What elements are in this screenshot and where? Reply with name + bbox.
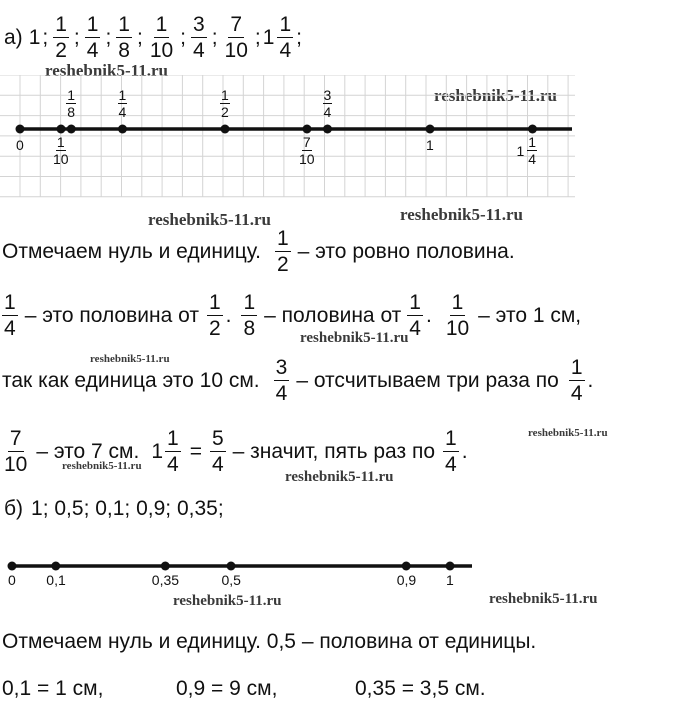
watermark: reshebnik5-11.ru xyxy=(173,593,282,609)
part-b-heading xyxy=(4,497,224,521)
watermark: reshebnik5-11.ru xyxy=(300,330,409,346)
axis-point xyxy=(51,562,60,571)
grid xyxy=(0,75,575,197)
axis-point xyxy=(16,125,25,134)
mixed-number: 1 $\frac{1}{4}$ xyxy=(151,427,179,476)
axis-point xyxy=(57,125,66,134)
fraction: $\frac{1}{10}$ xyxy=(53,134,69,167)
axis-point xyxy=(161,562,170,571)
part-b-label: б) xyxy=(4,497,24,520)
separator: ; xyxy=(180,25,187,49)
axis-label xyxy=(49,135,73,166)
fraction: $\frac{1}{2}$ xyxy=(221,87,229,120)
axis-label: 0,1 xyxy=(46,572,66,588)
fraction: $\frac{1}{10}$ xyxy=(445,291,470,340)
separator: ; xyxy=(105,25,112,49)
part-b-explanation-1: Отмечаем нуль и единицу. 0,5 – половина от единицы. xyxy=(2,630,537,653)
watermark: reshebnik5-11.ru xyxy=(528,427,608,439)
text: – это 7 см. xyxy=(36,439,140,463)
watermark: reshebnik5-11.ru xyxy=(434,86,557,105)
fraction: $\frac{7}{10}$ xyxy=(299,134,315,167)
fraction: $\frac{1}{8}$ xyxy=(118,13,130,62)
watermark: reshebnik5-11.ru xyxy=(400,205,523,224)
separator: ; xyxy=(211,25,218,49)
text: – это 1 см, xyxy=(478,303,582,327)
text: – это половина от xyxy=(24,303,199,327)
text: – это ровно половина. xyxy=(297,239,515,263)
separator: ; xyxy=(73,25,80,49)
fraction: $\frac{1}{4}$ xyxy=(445,427,457,476)
axis-point xyxy=(118,125,127,134)
fraction: $\frac{1}{4}$ xyxy=(118,87,127,120)
explanation-line-1 xyxy=(2,228,515,275)
axis-point xyxy=(221,125,230,134)
list-number: 1 xyxy=(28,25,41,49)
axis-label: 0,35 xyxy=(151,572,180,588)
axis-label: 1 xyxy=(426,137,434,153)
watermark: reshebnik5-11.ru xyxy=(45,61,168,80)
text: – половина от xyxy=(264,303,402,327)
axis-label: 1 $\frac{1}{4}$ xyxy=(516,134,537,167)
watermark: reshebnik5-11.ru xyxy=(90,353,170,365)
fraction: $\frac{1}{4}$ xyxy=(86,13,99,62)
fraction: $\frac{1}{4}$ xyxy=(409,291,421,340)
separator: ; xyxy=(42,25,49,49)
fraction: $\frac{1}{4}$ xyxy=(279,13,292,62)
part-b-explanation-2c: 0,35 = 3,5 см. xyxy=(355,677,486,700)
part-a-number-list xyxy=(29,14,302,61)
number-line-a xyxy=(0,75,684,200)
fraction: $\frac{1}{2}$ xyxy=(55,13,67,62)
text: – отсчитываем три раза по xyxy=(296,368,559,392)
fraction: $\frac{1}{8}$ xyxy=(243,291,256,340)
axis-label: 0 xyxy=(8,572,16,588)
axis-label: 0,5 xyxy=(221,572,241,588)
axis-label: 0,9 xyxy=(396,572,417,588)
text: . xyxy=(587,368,594,392)
fraction: $\frac{1}{4}$ xyxy=(570,356,583,405)
axis-point xyxy=(402,562,411,571)
fraction: $\frac{3}{4}$ xyxy=(275,356,288,405)
watermark: reshebnik5-11.ru xyxy=(148,210,271,229)
explanation-line-2 xyxy=(2,292,581,339)
fraction: $\frac{1}{4}$ xyxy=(4,291,16,340)
axis-point xyxy=(528,125,537,134)
axis-point xyxy=(323,125,332,134)
fraction: $\frac{3}{4}$ xyxy=(193,13,205,62)
axis-label xyxy=(295,135,319,166)
axis-label xyxy=(63,88,79,119)
axis-point xyxy=(303,125,312,134)
watermark: reshebnik5-11.ru xyxy=(62,460,142,472)
axis-label xyxy=(217,88,233,119)
fraction: $\frac{1}{2}$ xyxy=(208,291,221,340)
fraction: $\frac{1}{2}$ xyxy=(276,227,289,276)
axis-label: 0 xyxy=(16,137,24,153)
axis-point xyxy=(446,562,455,571)
fraction: $\frac{7}{10}$ xyxy=(224,13,248,62)
axis-label xyxy=(115,88,131,119)
text: . xyxy=(225,303,232,327)
fraction: $\frac{5}{4}$ xyxy=(211,427,224,476)
part-a-heading xyxy=(4,14,302,61)
axis-point xyxy=(227,562,236,571)
part-a-label: а) xyxy=(4,25,23,49)
watermark: reshebnik5-11.ru xyxy=(285,469,394,485)
separator: ; xyxy=(296,25,302,49)
text: . xyxy=(425,303,432,327)
fraction: $\frac{7}{10}$ xyxy=(4,427,28,476)
watermark: reshebnik5-11.ru xyxy=(489,591,598,607)
text: так как единица это 10 см. xyxy=(2,368,260,392)
text: Отмечаем нуль и единицу. xyxy=(2,239,261,263)
explanation-line-3 xyxy=(2,357,593,404)
part-b-number-list: 1; 0,5; 0,1; 0,9; 0,35; xyxy=(31,497,224,520)
separator: ; xyxy=(136,25,143,49)
axis-label: 1 xyxy=(446,572,454,588)
part-b-explanation-2a: 0,1 = 1 см, xyxy=(2,677,104,700)
axis-point xyxy=(67,125,76,134)
axis-point xyxy=(426,125,435,134)
axis-point xyxy=(8,562,17,571)
fraction: $\frac{1}{8}$ xyxy=(67,87,76,120)
separator: ; xyxy=(254,25,261,49)
part-b-explanation-2b: 0,9 = 9 см, xyxy=(176,677,278,700)
axis-label xyxy=(320,88,336,119)
mixed-number: 1 $\frac{1}{4}$ xyxy=(262,13,292,62)
text: = xyxy=(189,439,202,463)
fraction: $\frac{1}{4}$ xyxy=(528,134,537,167)
fraction: $\frac{1}{10}$ xyxy=(149,13,174,62)
fraction: $\frac{3}{4}$ xyxy=(323,87,332,120)
text: . xyxy=(461,439,468,463)
text: – значит, пять раз по xyxy=(232,439,436,463)
